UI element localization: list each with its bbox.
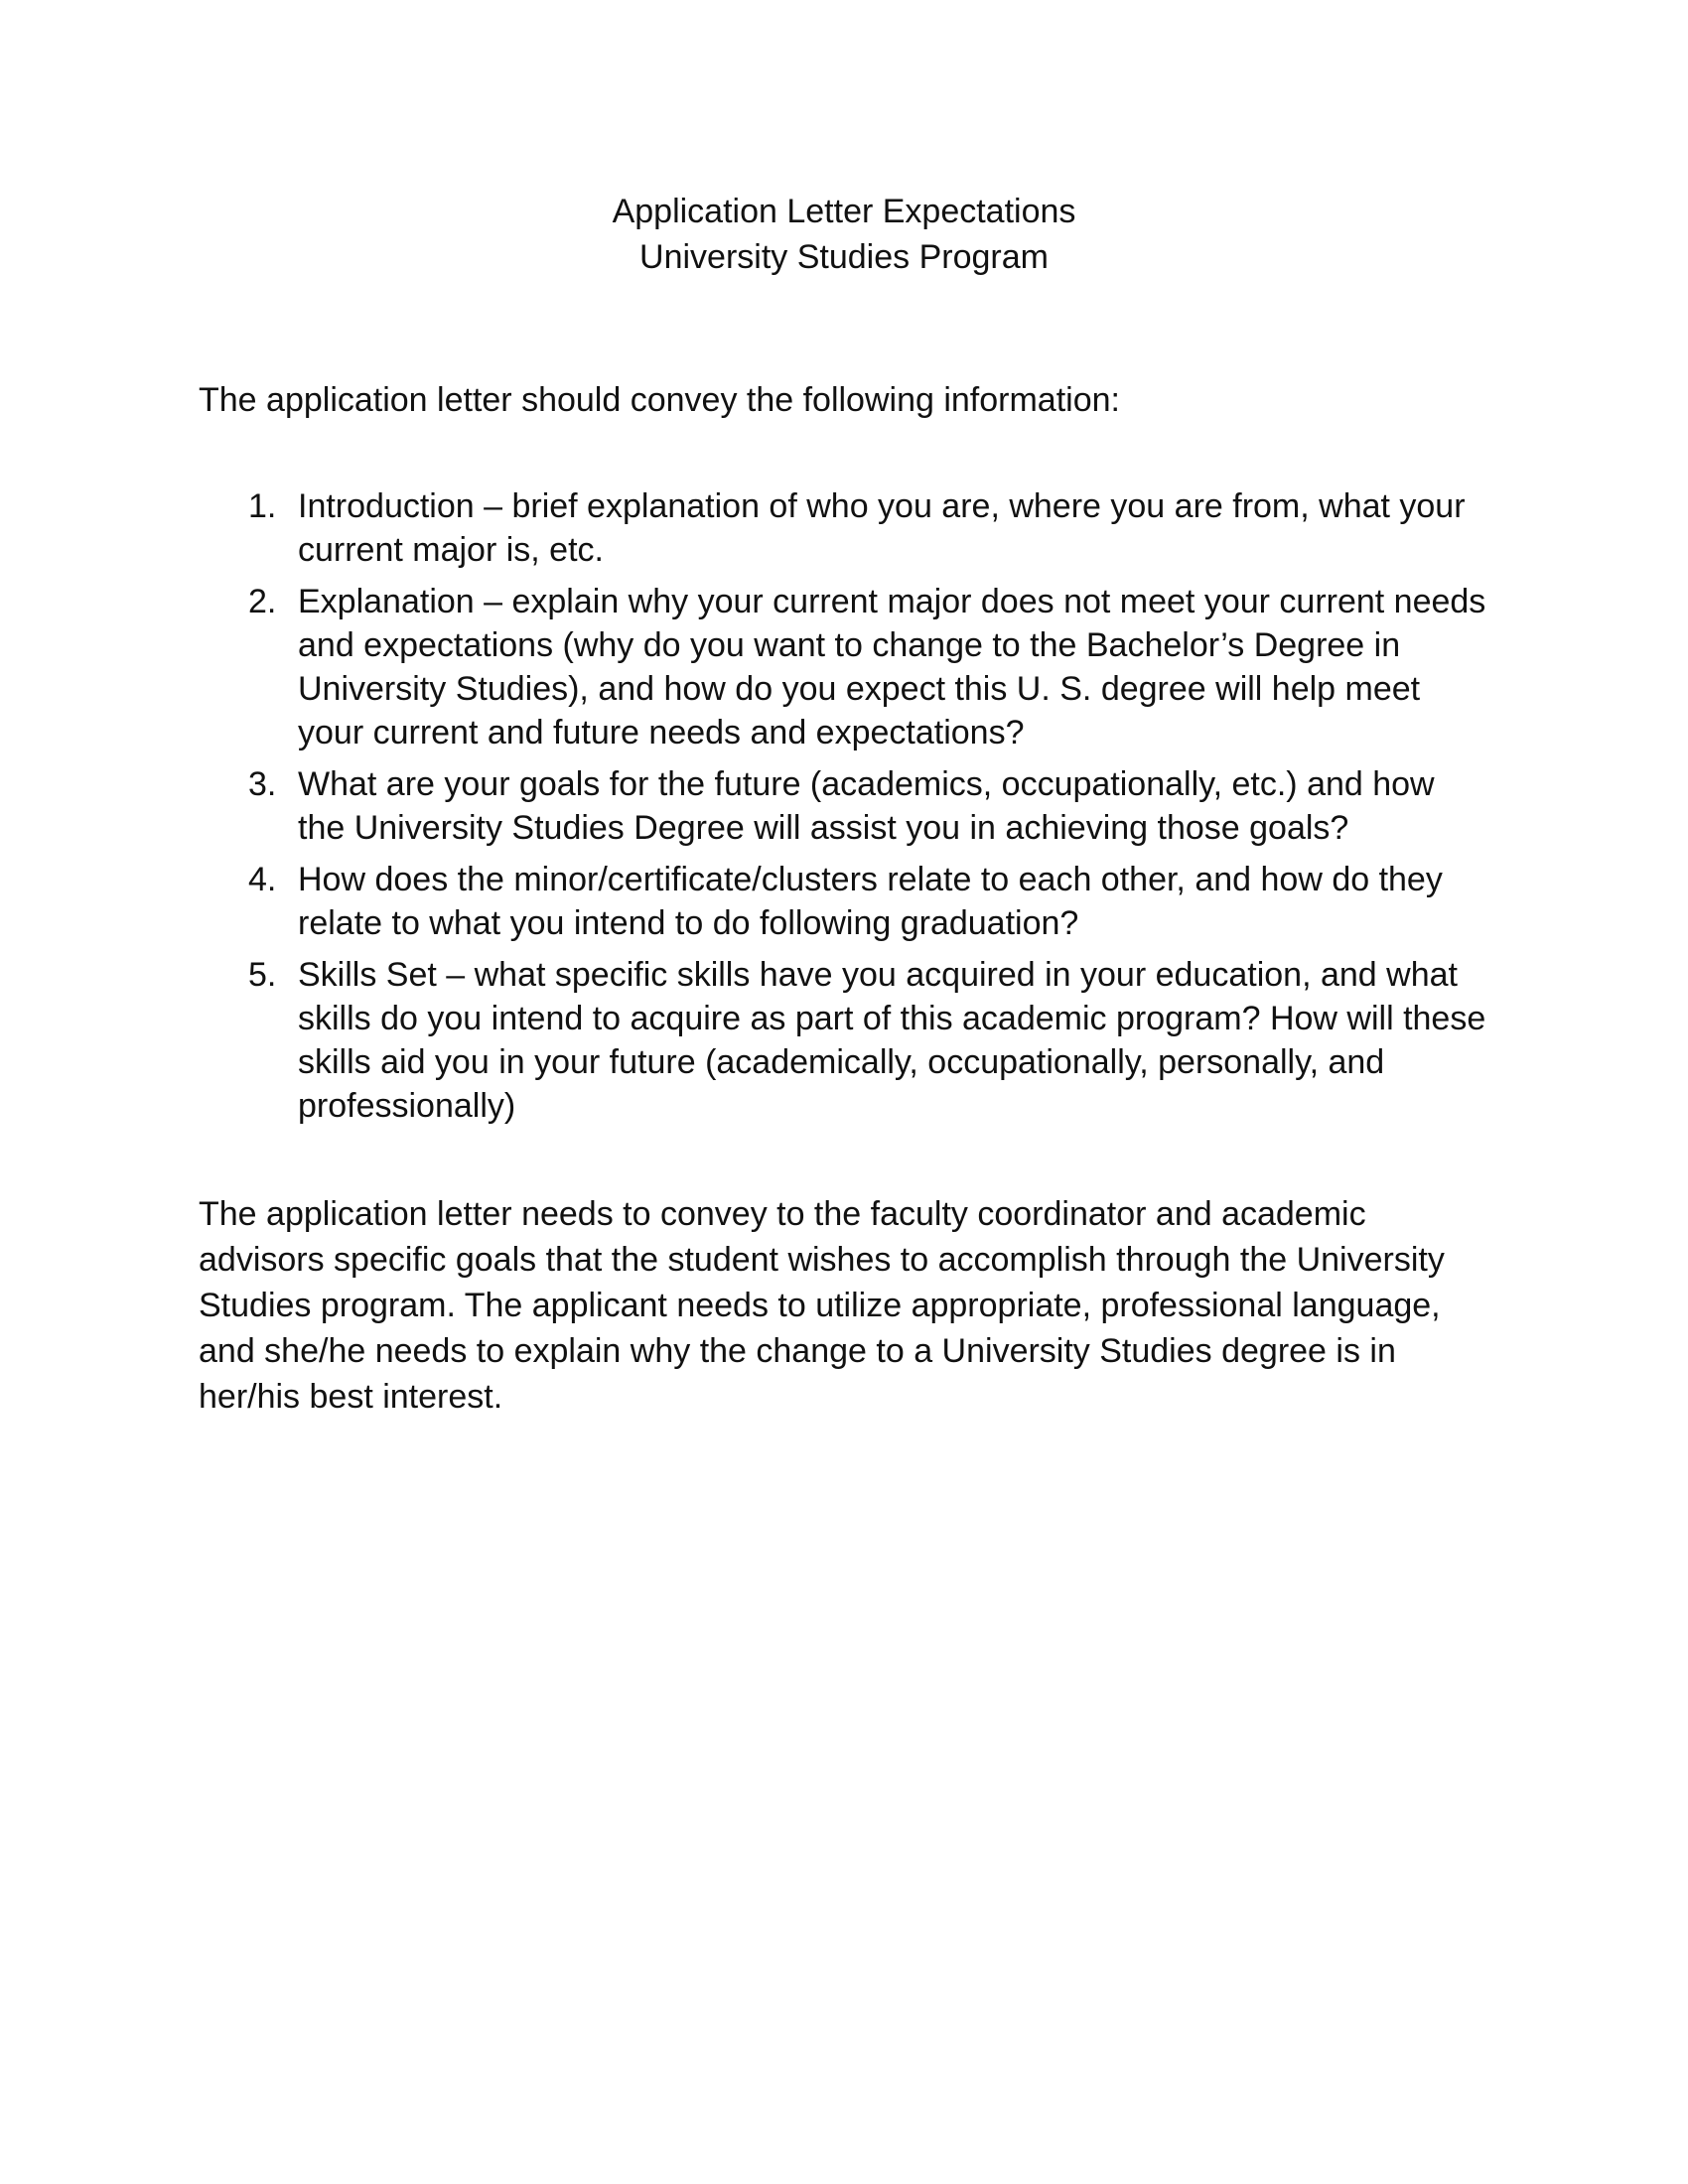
intro-paragraph: The application letter should convey the following information: — [199, 381, 1120, 419]
list-item-number: 4. — [248, 861, 277, 898]
list-item-number: 3. — [248, 765, 277, 803]
expectations-list — [199, 484, 1489, 1136]
list-item — [199, 484, 1489, 572]
list-item-text: How does the minor/certificate/clusters relate to each other, and how do they relate to what you intend to do following graduation? — [298, 861, 1443, 942]
list-item — [199, 858, 1489, 945]
list-item-text: What are your goals for the future (academics, occupationally, etc.) and how the University Studies Degree will assist you in achieving those goals? — [298, 765, 1435, 847]
list-item — [199, 953, 1489, 1128]
list-item-number: 2. — [248, 583, 277, 620]
list-item-number: 1. — [248, 487, 277, 525]
list-item-text: Explanation – explain why your current major does not meet your current needs and expectations (why do you want to change to the Bachelor’s Degree in University Studies), and how do you expect this U. S. degree will help meet your current and future needs and expectations? — [298, 583, 1486, 751]
list-item-text: Skills Set – what specific skills have you acquired in your education, and what skills do you intend to acquire as part of this academic program? How will these skills aid you in your future (academically, occupationally, personally, and professionally) — [298, 956, 1486, 1125]
list-item-text: Introduction – brief explanation of who you are, where you are from, what your current major is, etc. — [298, 487, 1466, 569]
title-line-2: University Studies Program — [639, 238, 1049, 276]
document-title — [0, 189, 1688, 280]
title-line-1: Application Letter Expectations — [612, 193, 1076, 230]
closing-paragraph: The application letter needs to convey to the faculty coordinator and academic advisors specific goals that the student wishes to accomplish through the University Studies program. The applicant needs to utilize appropriate, professional language, and she/he needs to explain why the change to a University Studies degree is in her/his best interest. — [199, 1195, 1445, 1416]
list-item — [199, 580, 1489, 754]
list-item-number: 5. — [248, 956, 277, 994]
list-item — [199, 762, 1489, 850]
